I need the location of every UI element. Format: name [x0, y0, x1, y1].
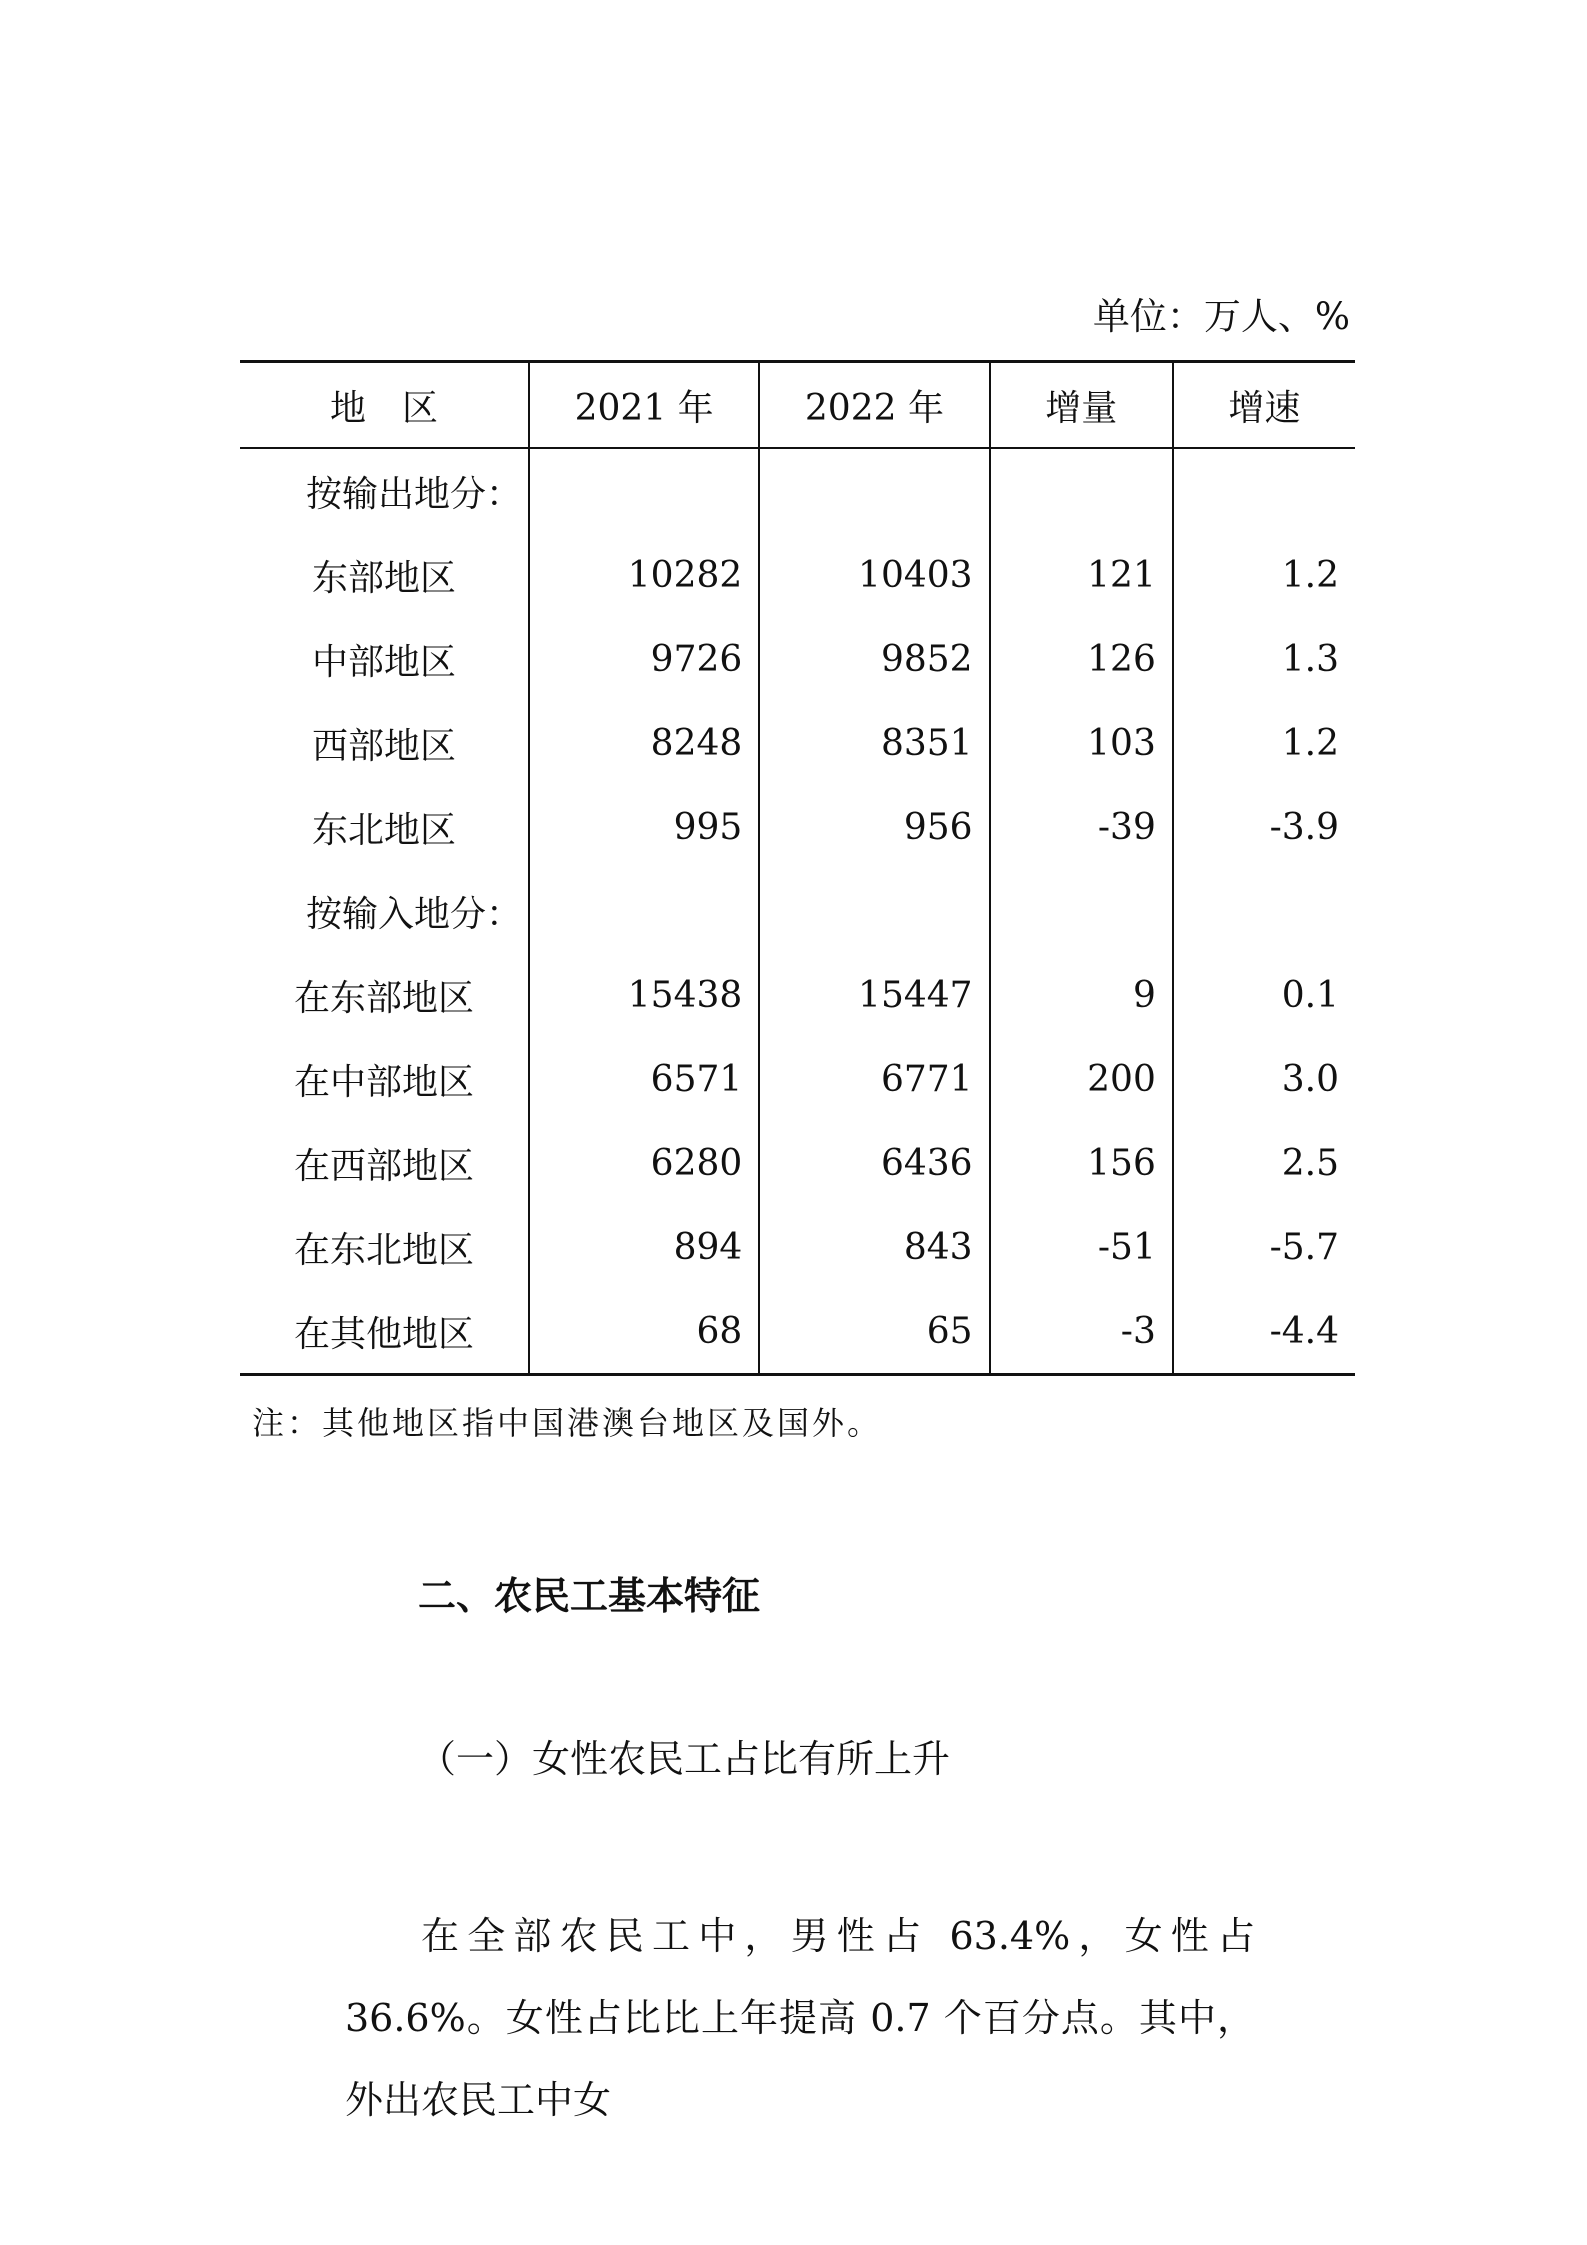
value-2021-cell: 6280 [529, 1121, 759, 1205]
table-row [240, 1205, 1355, 1289]
growth-cell: 1.3 [1173, 617, 1355, 701]
header-region: 地 区 [330, 387, 439, 429]
body-paragraph: 在全部农民工中，男性占 63.4%，女性占 36.6%。女性占比比上年提高 0.7 个百分点。其中，外出农民工中女 [345, 1914, 1255, 2122]
increase-cell: -3 [990, 1289, 1173, 1375]
value-2022-cell: 956 [759, 785, 989, 869]
growth-cell: -5.7 [1173, 1205, 1355, 1289]
section-heading: 二、农民工基本特征 [418, 1574, 761, 1618]
growth-cell: 0.1 [1173, 953, 1355, 1037]
region-cell: 西部地区 [312, 725, 457, 767]
empty-cell [529, 869, 759, 953]
value-2022-cell: 8351 [759, 701, 989, 785]
value-2022-cell: 15447 [759, 953, 989, 1037]
region-cell: 在东部地区 [294, 977, 475, 1019]
value-2021-cell: 68 [529, 1289, 759, 1375]
table-note: 注：其他地区指中国港澳台地区及国外。 [252, 1404, 883, 1442]
table-row [240, 785, 1355, 869]
region-cell: 在西部地区 [294, 1145, 475, 1187]
value-2021-cell: 10282 [529, 533, 759, 617]
table-row [240, 1037, 1355, 1121]
value-2022-cell: 843 [759, 1205, 989, 1289]
table-row [240, 701, 1355, 785]
value-2021-cell: 8248 [529, 701, 759, 785]
increase-cell: -39 [990, 785, 1173, 869]
growth-cell: 2.5 [1173, 1121, 1355, 1205]
empty-cell [529, 448, 759, 533]
table-body [240, 448, 1355, 1375]
migrant-workers-by-region-table [240, 360, 1355, 1376]
group-label: 按输出地分： [306, 473, 523, 515]
empty-cell [990, 869, 1173, 953]
increase-cell: 103 [990, 701, 1173, 785]
value-2021-cell: 6571 [529, 1037, 759, 1121]
table-row [240, 533, 1355, 617]
empty-cell [759, 448, 989, 533]
increase-cell: 200 [990, 1037, 1173, 1121]
value-2022-cell: 10403 [759, 533, 989, 617]
header-2021: 2021 年 [529, 362, 759, 449]
growth-cell: -4.4 [1173, 1289, 1355, 1375]
growth-cell: 1.2 [1173, 533, 1355, 617]
increase-cell: 121 [990, 533, 1173, 617]
region-cell: 在其他地区 [294, 1313, 475, 1355]
value-2022-cell: 65 [759, 1289, 989, 1375]
region-cell: 在中部地区 [294, 1061, 475, 1103]
table-group-row [240, 448, 1355, 533]
value-2021-cell: 9726 [529, 617, 759, 701]
table-group-row [240, 869, 1355, 953]
increase-cell: -51 [990, 1205, 1173, 1289]
value-2022-cell: 9852 [759, 617, 989, 701]
value-2021-cell: 894 [529, 1205, 759, 1289]
value-2022-cell: 6436 [759, 1121, 989, 1205]
increase-cell: 126 [990, 617, 1173, 701]
header-increase: 增量 [990, 362, 1173, 449]
table-row [240, 953, 1355, 1037]
unit-label: 单位：万人、% [1092, 295, 1350, 338]
table-row [240, 617, 1355, 701]
region-cell: 在东北地区 [294, 1229, 475, 1271]
empty-cell [1173, 448, 1355, 533]
empty-cell [759, 869, 989, 953]
increase-cell: 9 [990, 953, 1173, 1037]
table-row [240, 1289, 1355, 1375]
table-row [240, 1121, 1355, 1205]
sub-heading: （一）女性农民工占比有所上升 [418, 1737, 951, 1781]
value-2021-cell: 15438 [529, 953, 759, 1037]
value-2021-cell: 995 [529, 785, 759, 869]
growth-cell: 1.2 [1173, 701, 1355, 785]
value-2022-cell: 6771 [759, 1037, 989, 1121]
growth-cell: 3.0 [1173, 1037, 1355, 1121]
header-2022: 2022 年 [759, 362, 989, 449]
growth-cell: -3.9 [1173, 785, 1355, 869]
increase-cell: 156 [990, 1121, 1173, 1205]
header-growth: 增速 [1173, 362, 1355, 449]
table-header-row [240, 362, 1355, 449]
group-label: 按输入地分： [306, 893, 523, 935]
region-cell: 中部地区 [312, 641, 457, 683]
empty-cell [1173, 869, 1355, 953]
region-cell: 东部地区 [312, 557, 457, 599]
empty-cell [990, 448, 1173, 533]
region-cell: 东北地区 [312, 809, 457, 851]
